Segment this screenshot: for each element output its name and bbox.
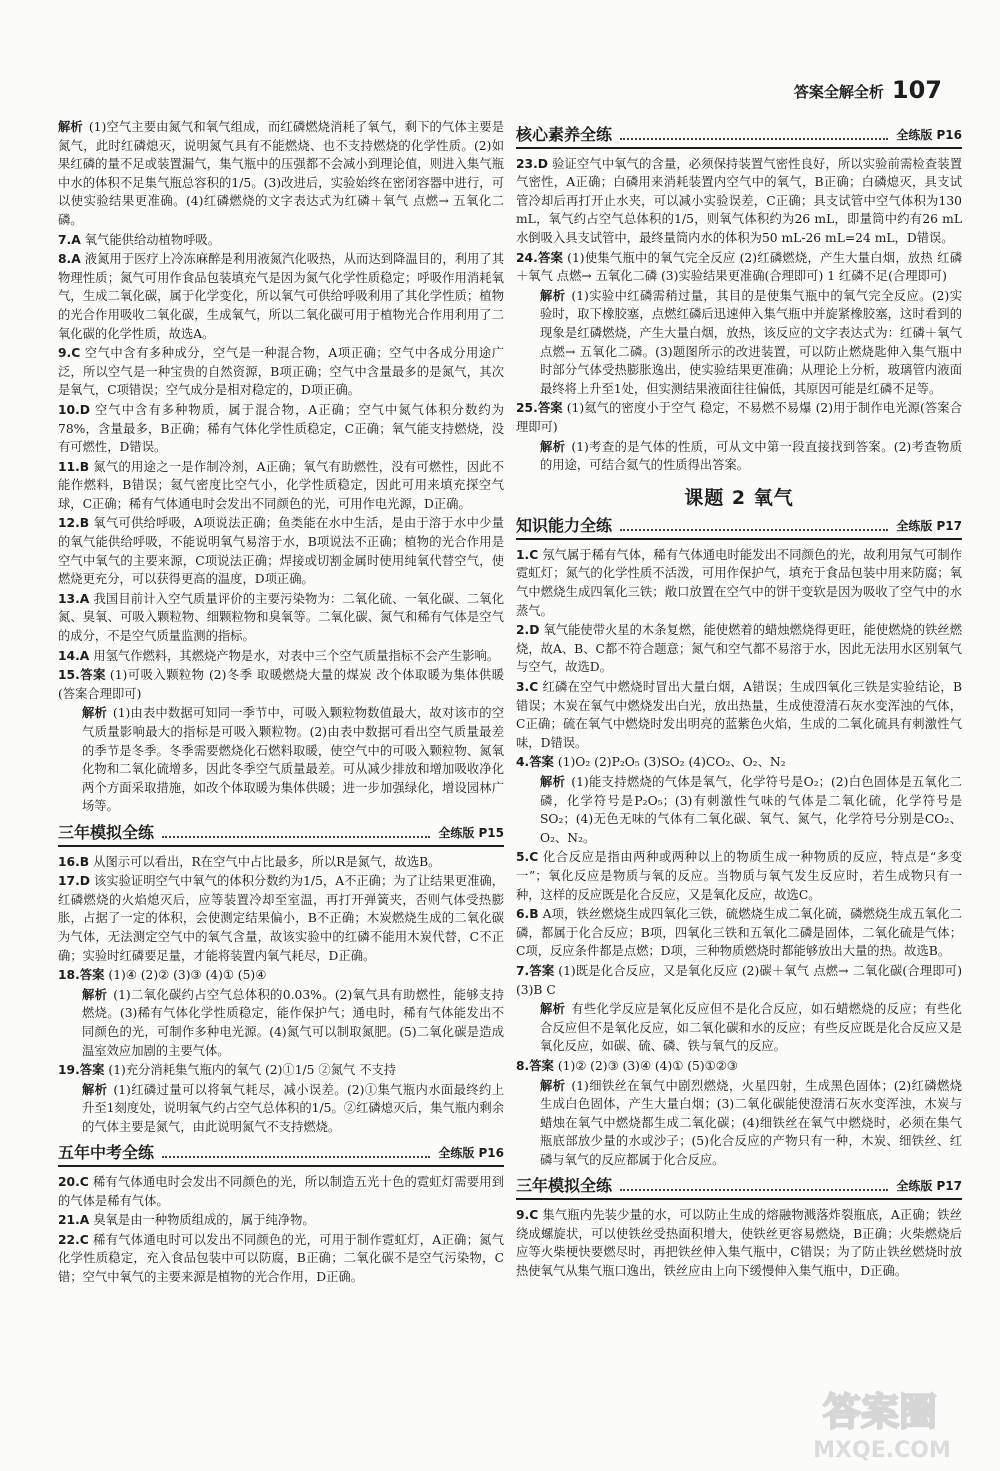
answer-item [58,514,504,588]
answer-item [516,1057,962,1076]
answer-text: 氮气的用途之一是作制冷剂，A正确；氧气有助燃性，没有可燃性，因此不能作燃料，B错误；氦气密度比空气小，化学性质稳定，因此可用来填充探空气球，C正确；稀有气体通电时会发出不同颜色的光，可用作电光源，D正确。 [58,459,504,511]
answer-text: 该实验证明空气中氧气的体积分数约为1/5，A不正确；为了让结果更准确，红磷燃烧的火焰熄灭后，应等装置冷却至室温，再打开弹簧夹，否则气体受热膨胀，占据了一定的体积，会使测定结果偏小，B不正确；木炭燃烧生成的二氧化碳为气体，无法测定空气中的氧气含量，故该实验中的红磷不能用木炭代替，C不正确；实验时红磷要足量，才能将装置内氧气耗尽，D正确。 [58,874,504,963]
question-number: 3.C [516,680,539,695]
question-number: 8.A [58,252,81,267]
section-heading [516,1177,962,1200]
answer-item [58,231,504,250]
answer-item [58,872,504,965]
section-page-ref: 全练版 P16 [896,128,962,142]
question-number: 5.C [516,850,539,865]
dotted-leader [620,138,888,140]
question-number: 10.D [58,402,90,417]
answer-item [516,621,962,677]
answer-text: 稀有气体通电时可以发出不同颜色的光，可用于制作霓虹灯，A正确；氮气化学性质稳定，充入食品包装中可以防腐，B正确；二氧化碳不是空气污染物，C错；空气中氧气的主要来源是植物的光合作用，D正确。 [58,1232,504,1285]
left-column [58,118,504,1288]
answer-item [516,678,962,752]
question-number: 24.答案 [516,250,564,265]
running-title: 答案全解全析 [793,83,884,101]
lesson-title: 课题 2 氧气 [684,486,794,509]
question-number: 22.C [58,1232,89,1247]
answer-text: (1)充分消耗集气瓶内的氧气 (2)①1/5 ②氮气 不支持 [108,1063,397,1078]
explanation-label: 解析 [540,439,566,454]
answer-text: 空气中含有多种成分，空气是一种混合物，A项正确；空气中各成分用途广泛，所以空气是一种宝贵的自然资源，B项正确；空气中含量最多的是氮气，其次是氧气，C项错误；空气成分是相对稳定的，D项正确。 [58,346,504,398]
page-header [794,78,942,102]
answer-text: 有些化学反应是氧化反应但不是化合反应，如石蜡燃烧的反应；有些化合反应但不是氧化反应，如二氧化碳和水的反应；有些反应既是化合反应又是氧化反应，如碳、硫、磷、铁与氧气的反应。 [540,1002,962,1054]
answer-item [58,666,504,703]
question-number: 12.B [58,516,90,531]
explanation-label: 解析 [540,1002,566,1017]
answer-item [58,458,504,514]
section-page-ref: 全练版 P17 [896,519,962,534]
question-number: 16.B [58,854,90,869]
question-number: 14.A [58,648,90,663]
section-page-ref: 全练版 P17 [896,1179,962,1194]
answer-text: (1)O₂ (2)P₂O₅ (3)SO₂ (4)CO₂、O₂、N₂ [557,755,786,770]
answer-text: 稀有气体通电时会发出不同颜色的光，所以制造五光十色的霓虹灯需要用到的气体是稀有气体。 [58,1175,504,1208]
section-title: 三年模拟全练 [58,822,155,842]
answer-text: (1)考查的是气体的性质，可从文中第一段直接找到答案。(2)考查物质的用途，可结合氦气的性质得出答案。 [540,439,962,473]
question-number: 11.B [58,459,90,474]
answer-text: (1)可吸入颗粒物 (2)冬季 取暖燃烧大量的煤炭 改个体取暖为集体供暖(答案合理即可) [58,668,504,701]
explanation-label: 解析 [540,1078,566,1093]
question-number: 6.B [516,907,539,922]
explanation-paragraph [58,986,504,1060]
answer-text: (1)细铁丝在氧气中剧烈燃烧，火星四射，生成黑色固体；(2)红磷燃烧生成白色固体，产生大量白烟；(3)二氧化碳能使澄清石灰水变浑浊，木炭与蜡烛在氧气中燃烧都生成二氧化碳；(4)细铁丝在氧气中燃烧时，必须在集气瓶底部放少量的水或沙子；(5)化合反应的产物只有一种，木炭、细铁丝、红磷与氧气的反应都属于化合反应。 [540,1078,962,1167]
answer-item [516,1206,962,1280]
answer-text: 液氮用于医疗上冷冻麻醉是利用液氮汽化吸热，从而达到降温目的，利用了其物理性质；氮气可用作食品包装填充气是因为氮气化学性质稳定；呼吸作用消耗氧气，生成二氧化碳，属于化学变化，所以氧气可供给呼吸利用了其化学性质；植物的光合作用吸收二氧化碳，生成氧气，所以二氧化碳可用于植物光合作用利用了二氧化碳的化学性质，故选A。 [58,252,504,341]
answer-text: 红磷在空气中燃烧时冒出大量白烟，A错误；生成四氧化三铁是实验结论，B错误；木炭在氧气中燃烧发出白光，放出热量，生成使澄清石灰水变浑浊的气体，C正确；硫在氧气中燃烧时发出明亮的蓝紫色火焰，生成的二氧化硫具有刺激性气味，D错误。 [516,680,962,750]
explanation-paragraph [58,118,504,230]
answer-item [58,590,504,646]
answer-item [516,249,962,286]
watermark-logo [770,1381,980,1463]
answer-text: (1)④ (2)② (3)③ (4)① (5)④ [108,968,267,983]
question-number: 8.答案 [516,1058,554,1073]
question-number: 21.A [58,1213,90,1228]
question-number: 20.C [58,1175,89,1190]
watermark-bottom: MXQE.COM [813,1438,951,1463]
answer-text: (1)能支持燃烧的气体是氧气，化学符号是O₂；(2)白色固体是五氧化二磷，化学符号是P₂O₅；(3)有刺激性气味的气体是二氧化硫，化学符号是SO₂；(4)无色无味的气体有二氧化碳、氧气、氮气，化学符号分别是CO₂、O₂、N₂。 [540,775,962,845]
answer-text: (1)既是化合反应，又是氧化反应 (2)碳＋氧气 点燃→ 二氧化碳(合理即可) (3)B C [516,963,962,997]
question-number: 13.A [58,591,90,606]
question-number: 18.答案 [58,968,105,983]
dotted-leader [620,1189,888,1191]
answer-text: 氧气能使带火星的木条复燃，能使燃着的蜡烛燃烧得更旺，能使燃烧的铁丝燃烧，故A、B、C都不符合题意；氮气和空气都不易溶于水，因此无法用水区别氧气与空气，故选D。 [516,623,962,675]
dotted-leader [162,1156,430,1158]
question-number: 9.C [58,346,81,361]
answer-text: 氧气能供给动植物呼吸。 [84,232,221,247]
section-page-ref: 全练版 P16 [438,1146,504,1161]
answer-item [58,1173,504,1210]
page-number: 107 [891,76,942,104]
answer-item [58,344,504,400]
dotted-leader [162,836,430,838]
answer-item [58,250,504,343]
answer-item [58,853,504,872]
explanation-label: 解析 [58,120,83,134]
answer-item [58,1061,504,1080]
answer-item [516,399,962,436]
answer-text: A项，铁丝燃烧生成四氧化三铁，硫燃烧生成二氧化硫，磷燃烧生成五氧化二磷，都属于化合反应；B项，四氧化三铁和五氧化二磷是固体，二氧化硫是气体；C项，反应条件都是点燃；D项，三种物质燃烧时都能够放出大量的热。故选B。 [516,907,962,959]
answer-item [58,966,504,985]
section-title: 核心素养全练 [516,125,613,144]
explanation-paragraph [516,438,962,475]
question-number: 23.D [516,156,548,171]
section-title: 五年中考全练 [58,1143,155,1163]
answer-text: (1)② (2)③ (3)④ (4)① (5)①②③ [557,1058,738,1073]
answer-item [58,1231,504,1287]
answer-item [516,905,962,961]
question-number: 15.答案 [58,668,106,683]
explanation-paragraph [58,704,504,816]
answer-text: (1)氦气的密度小于空气 稳定，不易燃不易爆 (2)用于制作电光源(答案合理即可) [516,401,962,434]
answer-text: 从图示可以看出，R在空气中占比最多，所以R是氮气，故选B。 [93,854,441,869]
section-title: 三年模拟全练 [516,1176,613,1196]
answer-text: (1)实验中红磷需稍过量，其目的是使集气瓶中的氧气完全反应。(2)实验时，取下橡胶塞，点燃红磷后迅速伸入集气瓶中并旋紧橡胶塞，这时看到的现象是红磷燃烧，产生大量白烟，放热，该反应的文字表达式为：红磷＋氧气 点燃→ 五氧化二磷。(3)题图所示的改进装置，可以防止燃烧匙伸入集气瓶中时部分气体受热膨胀逸出，使实验结果更准确；从理论上分析，玻璃管内液面最终将上升至1处，但实测结果液面往往偏低，其原因可能是红磷不足等。 [540,288,962,396]
explanation-label: 解析 [540,288,566,303]
watermark-top: 答案圈 [822,1390,938,1434]
explanation-paragraph [58,1081,504,1137]
question-number: 2.D [516,623,540,638]
section-heading [58,824,504,847]
explanation-label: 解析 [82,987,108,1002]
explanation-label: 解析 [82,706,107,721]
question-number: 25.答案 [516,401,563,416]
question-number: 19.答案 [58,1063,105,1078]
answer-text: 氧气可供给呼吸，A项说法正确；鱼类能在水中生活，是由于溶于水中少量的氧气能供给呼吸，不能说明氧气易溶于水，B项说法不正确；植物的光合作用是空气中氧气的主要来源，C项说法正确；焊接或切割金属时使用纯氧代替空气，使燃烧更充分，可以获得更高的温度，D项正确。 [58,516,504,587]
answer-text: 化合反应是指由两种或两种以上的物质生成一种物质的反应，特点是“多变一”；氧化反应是物质与氧的反应。当物质与氧气发生反应时，若生成物只有一种，这样的反应既是化合反应，又是氧化反应，故选C。 [516,850,962,902]
answer-item [58,1211,504,1230]
explanation-label: 解析 [82,1082,108,1097]
question-number: 7.答案 [516,963,555,978]
answer-text: 用氢气作燃料，其燃烧产物是水，对表中三个空气质量指标不会产生影响。 [93,648,500,663]
explanation-paragraph [516,1000,962,1056]
section-heading [58,1144,504,1167]
section-heading [516,126,962,149]
section-title: 知识能力全练 [516,516,613,536]
answer-text: (1)二氧化碳约占空气总体积的0.03%。(2)氧气具有助燃性，能够支持燃烧。(3)稀有气体化学性质稳定，能作保护气；通电时，稀有气体能发出不同颜色的光，可制作多种电光源。(4)氮气可以制取氮肥。(5)二氧化碳是造成温室效应加剧的主要气体。 [82,987,504,1058]
answer-text: 验证空气中氧气的含量，必须保持装置气密性良好，所以实验前需检查装置气密性，A正确；白磷用来消耗装置内空气中的氧气，B正确；白磷熄灭，具支试管冷却后再打开止水夹，可以减小实验误差，C正确；具支试管中空气体积为130 mL，氧气约占空气总体积的1/5，则氧气体积约为26 mL，即量筒中约有26 mL水倒吸入具支试管中，最终量筒内水的体积为50 mL-26 mL=24 mL，D错误。 [516,156,962,245]
answer-text: 集气瓶内先装少量的水，可以防止生成的熔融物溅落炸裂瓶底，A正确；铁丝绕成螺旋状，可以使铁丝受热面积增大，使铁丝更容易燃烧，B正确；火柴燃烧后应等火柴梗快要燃尽时，再把铁丝伸入集气瓶中，C错误；为了防止铁丝燃烧时放热使氧气从集气瓶口逸出，铁丝应由上向下缓慢伸入集气瓶中，D正确。 [516,1208,962,1278]
section-heading [516,517,962,540]
section-page-ref: 全练版 P15 [438,825,504,840]
question-number: 17.D [58,874,90,889]
answer-text: 空气中含有多种物质，属于混合物，A正确；空气中氮气体积分数约为78%，含量最多，B正确；稀有气体化学性质稳定，C正确；氧气能支持燃烧，没有可燃性，D错误。 [58,402,504,455]
answer-text: 臭氧是由一种物质组成的，属于纯净物。 [93,1213,315,1228]
dotted-leader [620,529,888,531]
question-number: 7.A [58,232,81,247]
answer-item [58,401,504,457]
answer-item [516,155,962,248]
question-number: 1.C [516,547,539,562]
explanation-paragraph [516,287,962,399]
right-column [516,118,962,1281]
answer-item [516,753,962,772]
answer-item [516,962,962,999]
answer-item [516,848,962,904]
explanation-label: 解析 [540,775,566,789]
answer-text: 我国目前计入空气质量评价的主要污染物为：二氧化硫、一氧化碳、二氧化氮、臭氧、可吸入颗粒物、细颗粒物和臭氧等。二氧化碳、氮气和稀有气体是空气的成分，不是空气质量监测的指标。 [58,591,504,644]
answer-text: (1)由表中数据可知同一季节中，可吸入颗粒物数值最大，故对该市的空气质量影响最大的指标是可吸入颗粒物。(2)由表中数据可看出空气质量最差的季节是冬季。冬季需要燃烧化石燃料取暖，使空气中的可吸入颗粒物、氮氧化物和二氧化硫增多，因此冬季空气质量最差。可从减少排放和增加吸收净化两个方面采取措施，如改个体取暖为集体供暖；进一步加强绿化，增设园林广场等。 [82,706,504,814]
answer-text: (1)红磷过量可以将氧气耗尽，减小误差。(2)①集气瓶内水面最终约上升至1刻度处，说明氧气约占空气总体积的1/5。②红磷熄灭后，集气瓶内剩余的气体主要是氮气，由此说明氮气不支持燃烧。 [82,1082,504,1134]
answer-item [516,546,962,620]
answer-item [58,647,504,666]
question-number: 9.C [516,1208,539,1223]
answer-text: 氖气属于稀有气体，稀有气体通电时能发出不同颜色的光，故利用氖气可制作霓虹灯；氮气的化学性质不活泼，可用作保护气，填充于食品包装中用来防腐；氧气中燃烧生成四氧化三铁；敞口放置在空气中的饼干变软是因为吸收了空气中的水蒸气。 [516,547,962,618]
explanation-paragraph [516,773,962,847]
answer-text: (1)使集气瓶中的氧气完全反应 (2)红磷燃烧，产生大量白烟，放热 红磷＋氧气 点燃→ 五氧化二磷 (3)实验结果更准确(合理即可) 1 红磷不足(合理即可) [516,250,962,284]
question-number: 4.答案 [516,755,554,770]
answer-text: (1)空气主要由氮气和氧气组成，而红磷燃烧消耗了氧气，剩下的气体主要是氮气，此时红磷熄灭，说明氮气具有不能燃烧、也不支持燃烧的化学性质。(2)如果红磷的量不足或装置漏气，集气瓶中的压强都不会减小到理论值，则进入集气瓶中水的体积不足集气瓶总容积的1/5。(3)改进后，实验始终在密闭容器中进行，可以使实验结果更准确。(4)红磷燃烧的文字表达式为红磷＋氧气 点燃→ 五氧化二磷。 [58,120,504,227]
explanation-paragraph [516,1077,962,1170]
